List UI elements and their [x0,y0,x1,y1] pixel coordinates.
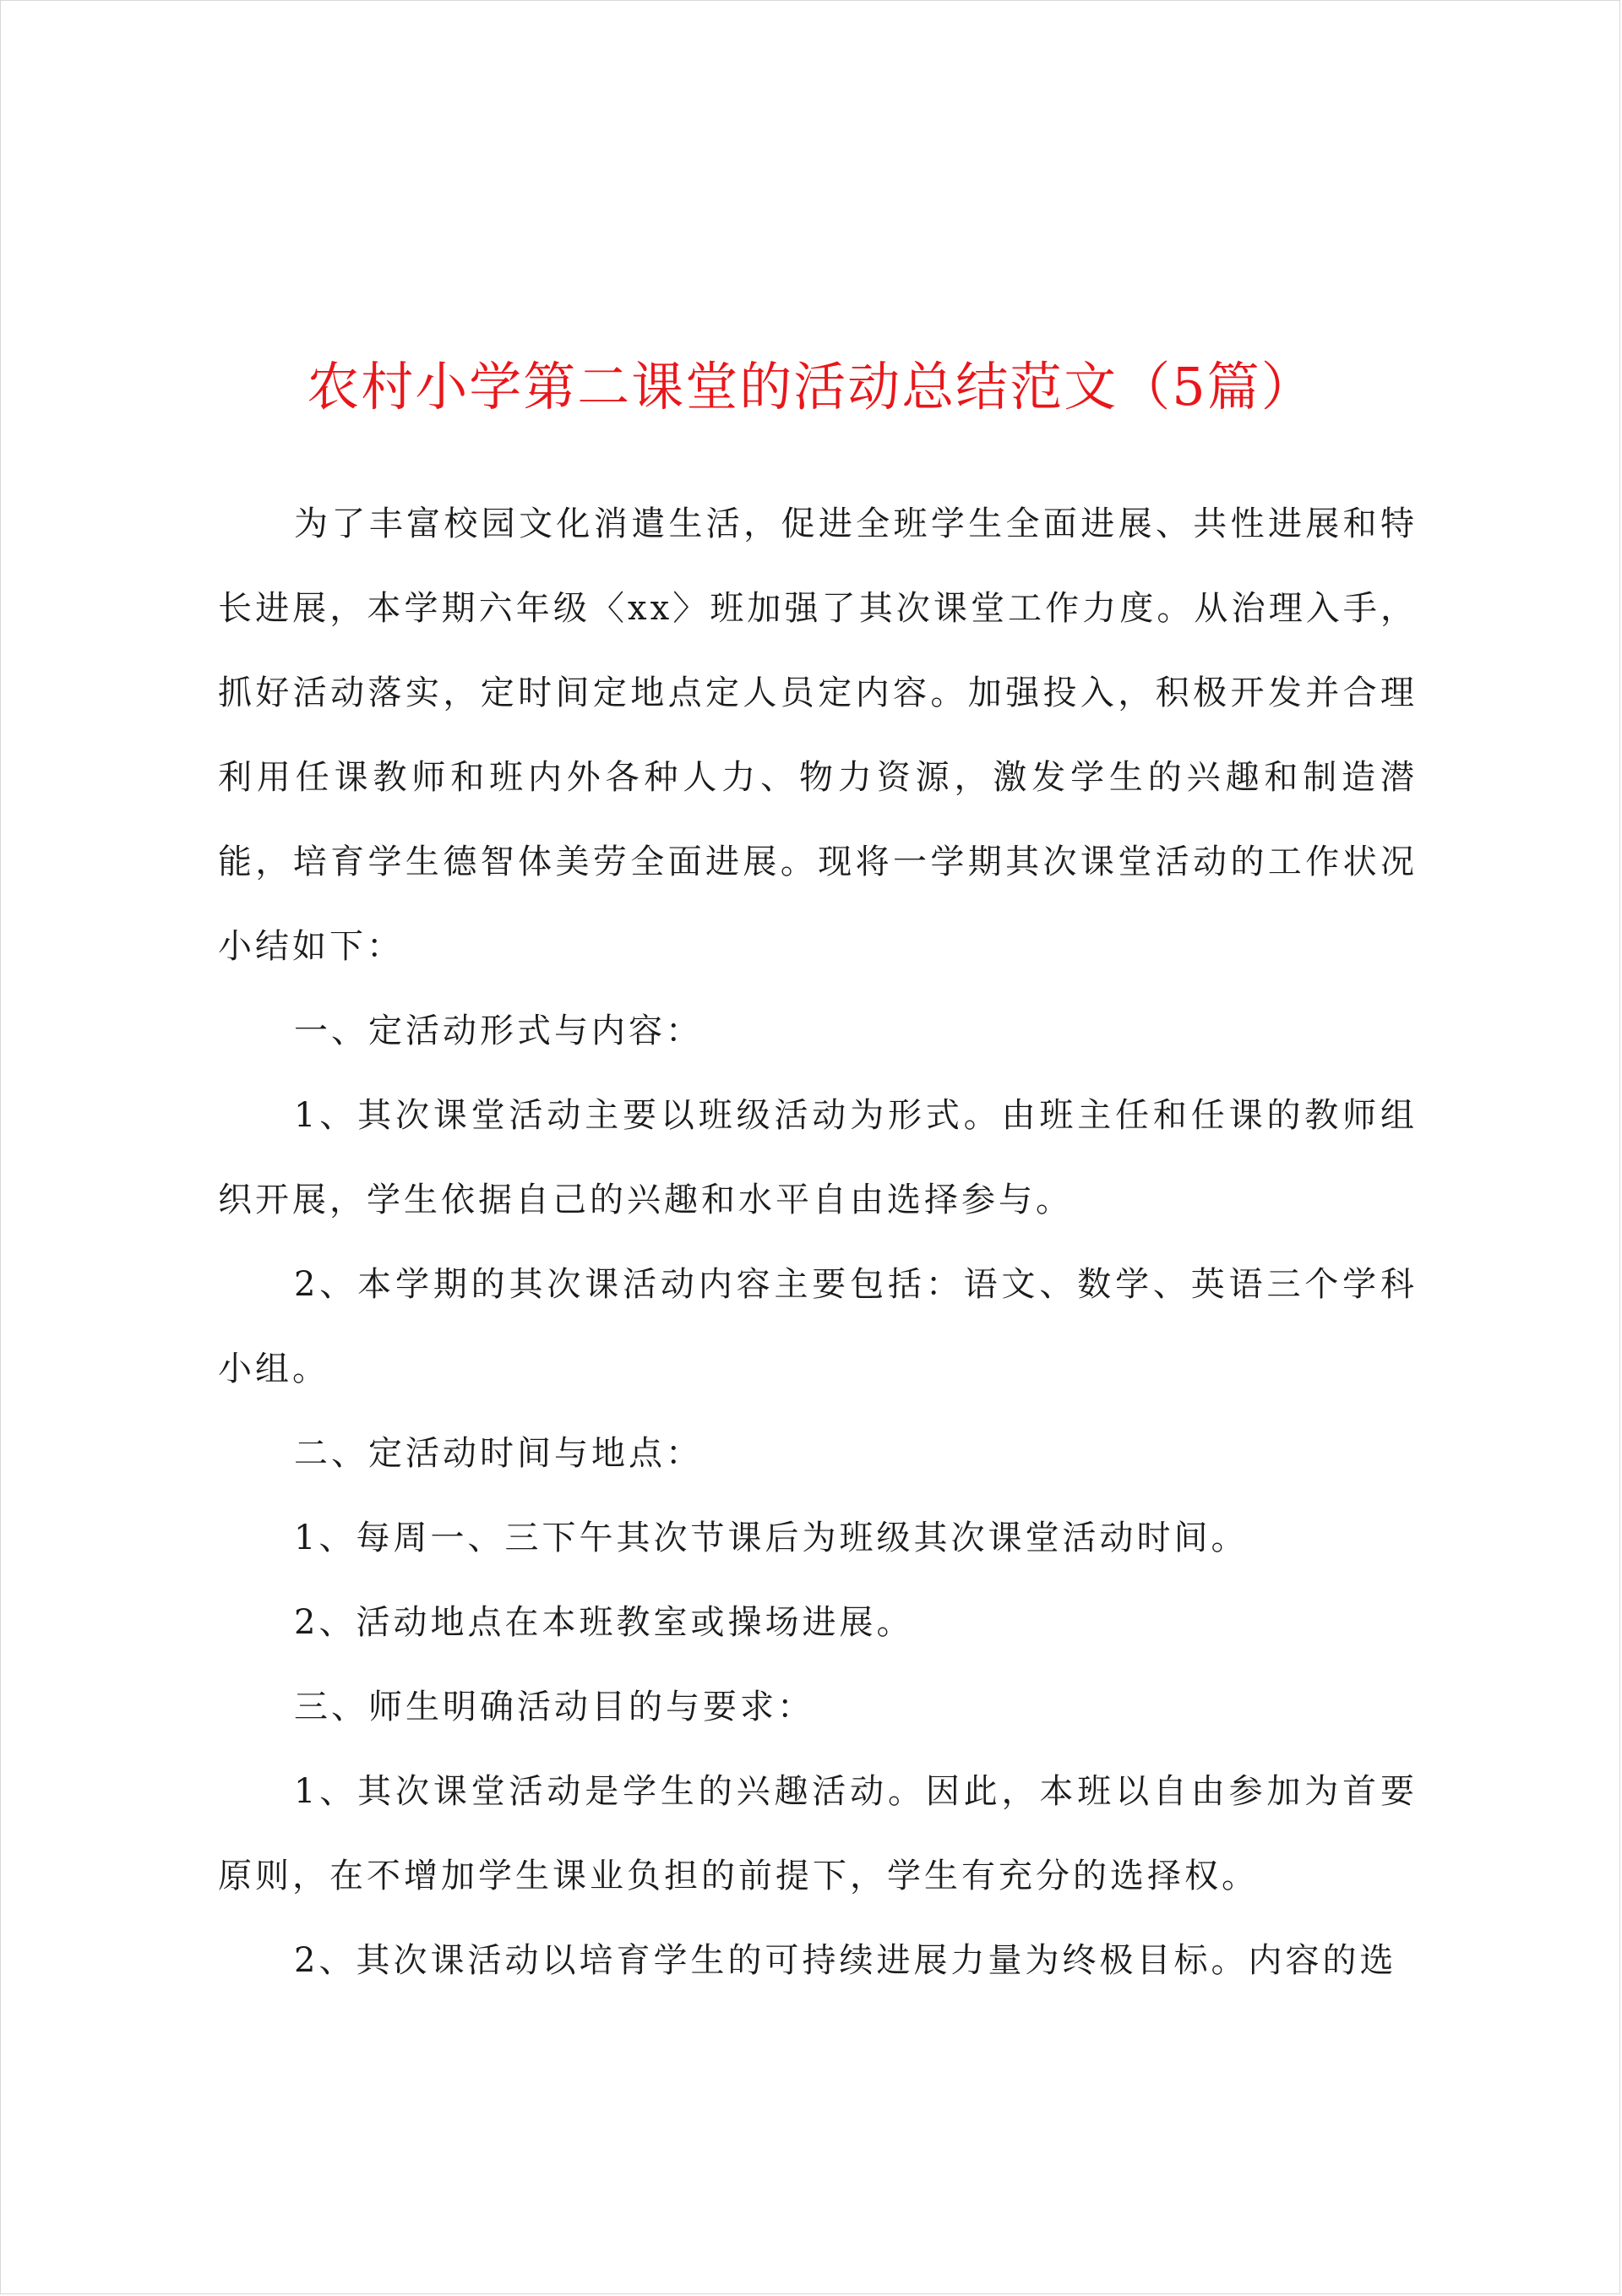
document-body [218,482,1418,2003]
paragraph-3-1: 1、其次课堂活动是学生的兴趣活动。因此，本班以自由参加为首要原则，在不增加学生课业负担的前提下，学生有充分的选择权。 [218,1772,1418,1895]
heading-section-3: 三、师生明确活动目的与要求： [294,1688,814,1726]
heading-section-2: 二、定活动时间与地点： [294,1434,703,1473]
heading-section-1: 一、定活动形式与内容： [294,1012,703,1050]
paragraph-2-2: 2、活动地点在本班教室或操场进展。 [294,1603,914,1642]
paragraph-2-1: 1、每周一、三下午其次节课后为班级其次课堂活动时间。 [294,1519,1249,1557]
document-title: 农村小学第二课堂的活动总结范文（5篇） [307,356,1315,417]
paragraph-1-2: 2、本学期的其次课活动内容主要包括：语文、数学、英语三个学科小组。 [218,1265,1418,1388]
paragraph-intro: 为了丰富校园文化消遣生活，促进全班学生全面进展、共性进展和特长进展，本学期六年级〈xx〉班加强了其次课堂工作力度。从治理入手，抓好活动落实，定时间定地点定人员定内容。加强投入，积极开发并合理利用任课教师和班内外各种人力、物力资源，激发学生的兴趣和制造潜能，培育学生德智体美劳全面进展。现将一学期其次课堂活动的工作状况小结如下： [218,504,1418,966]
paragraph-3-2: 2、其次课活动以培育学生的可持续进展力量为终极目标。内容的选 [294,1941,1397,1980]
paragraph-1-1: 1、其次课堂活动主要以班级活动为形式。由班主任和任课的教师组织开展，学生依据自己的兴趣和水平自由选择参与。 [218,1096,1418,1219]
